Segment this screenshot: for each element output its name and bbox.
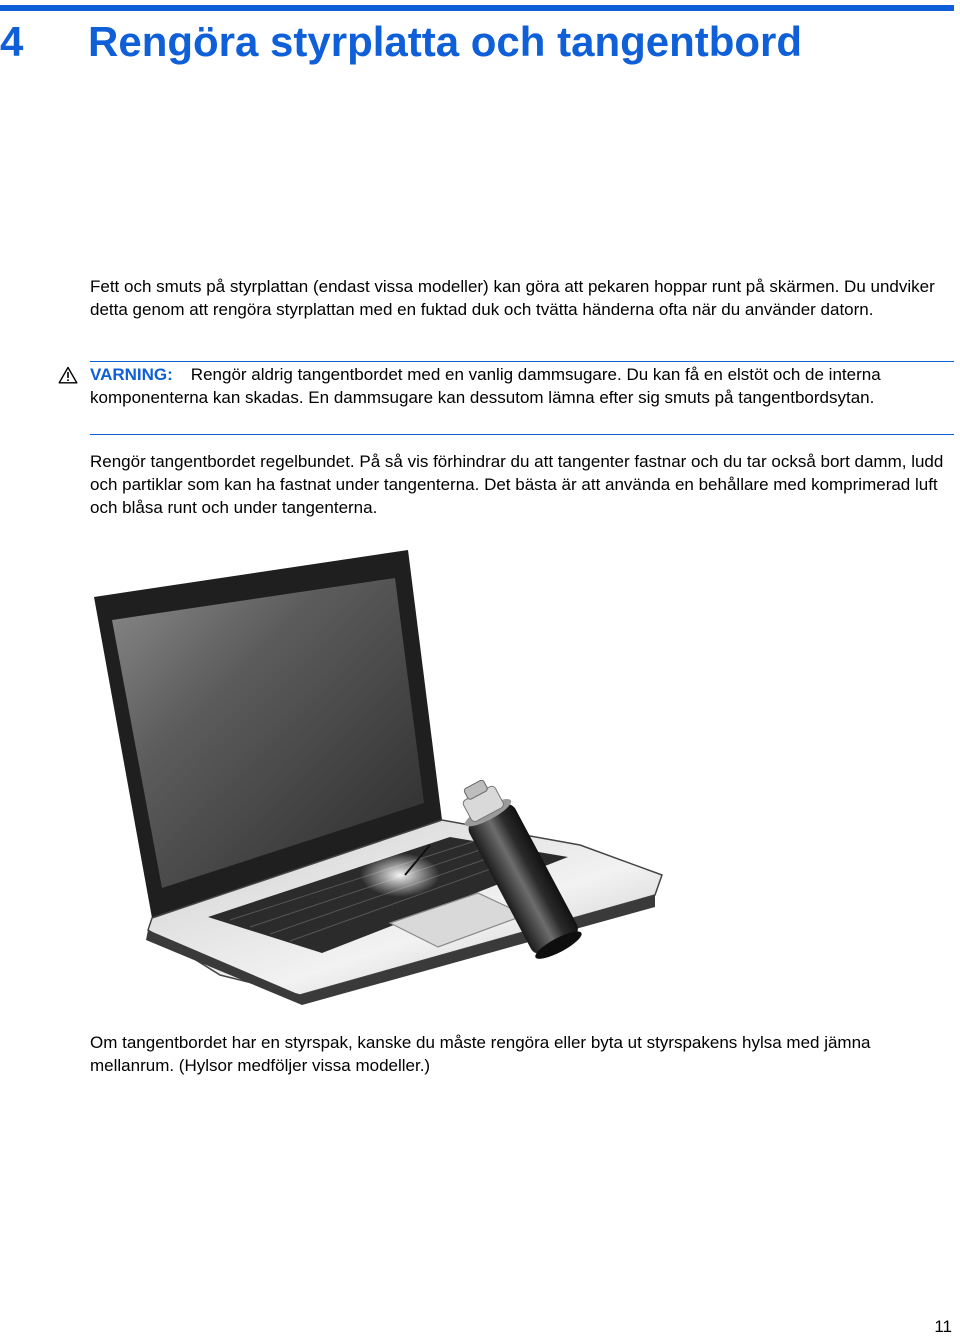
laptop-illustration — [90, 545, 670, 1005]
header-rule — [0, 5, 954, 11]
chapter-title: Rengöra styrplatta och tangentbord — [88, 18, 803, 65]
warning-text: Rengör aldrig tangentbordet med en vanlig dammsugare. Du kan få en elstöt och de interna komponenterna kan skadas. En dammsugare kan dessutom lämna efter sig smuts på tangentbordsytan. — [90, 365, 881, 407]
warning-content — [90, 362, 954, 409]
warning-triangle-icon — [58, 366, 78, 384]
pointing-stick-paragraph: Om tangentbordet har en styrspak, kanske du måste rengöra eller byta ut styrspakens hylsa med jämna mellanrum. (Hylsor medföljer vissa modeller.) — [90, 1033, 871, 1075]
chapter-heading — [0, 14, 954, 70]
page-number: 11 — [934, 1317, 952, 1336]
cleaning-paragraph: Rengör tangentbordet regelbundet. På så vis förhindrar du att tangenter fastnar och du tar också bort damm, ludd och partiklar som kan ha fastnat under tangenterna. Det bästa är att använda en behållare med komprimerad luft och blåsa runt och under tangenterna. — [90, 452, 944, 517]
warning-box — [90, 361, 954, 435]
intro-paragraph: Fett och smuts på styrplattan (endast vissa modeller) kan göra att pekaren hoppar runt på skärmen. Du undviker detta genom att rengöra styrplattan med en fuktad duk och tvätta händerna ofta när du använder datorn. — [90, 277, 935, 319]
chapter-number: 4 — [0, 18, 24, 65]
warning-label: VARNING: — [90, 365, 173, 384]
